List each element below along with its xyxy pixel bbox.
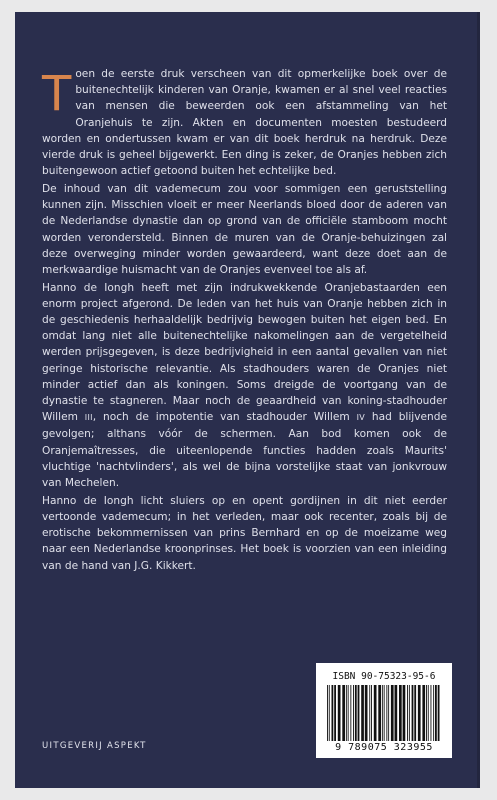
cover-edge (477, 12, 480, 788)
barcode-bar (327, 685, 328, 741)
roman-numeral-iv: IV (356, 413, 365, 423)
barcode-bar (374, 685, 377, 741)
barcode-bar (355, 685, 357, 741)
barcode-bar (358, 685, 360, 741)
barcode-bar (361, 685, 364, 741)
barcode-bar (348, 685, 349, 741)
barcode-bar (433, 685, 434, 741)
barcode-bar (382, 685, 383, 741)
barcode-bars (326, 685, 442, 741)
barcode-bar (418, 685, 421, 741)
barcode-bar (334, 685, 336, 741)
paragraph-4: Hanno de Iongh licht sluiers op en opent gordijnen in dit niet eerder vertoonde vademecum; in het verleden, maar ook recenter, zoals bij de erotische bekommernissen van prins Bernhard en op de moeizame weg naar een Nederlandse kroonprinses. Het boek is voorzien van een inleiding van de hand van J.G. Kikkert. (42, 494, 447, 572)
blurb-text (42, 66, 447, 575)
barcode-bar (350, 685, 351, 741)
barcode-bar (431, 685, 432, 741)
paragraph-1: Toen de eerste druk verscheen van dit opmerkelijke boek over de buitenechtelijk kinderen van Oranje, kwamen er al snel veel reacties van mensen die beweerden ook een afstammeling van het Oranjehuis te zijn. Akten en documenten moesten bestudeerd worden en ondertussen kwam er van dit boek herdruk na herdruk. Deze vierde druk is geheel bijgewerkt. Een ding is zeker, de Oranjes hebben zich buitengewoon actief getoond buiten het echtelijke bed. (42, 66, 447, 178)
barcode-bar (353, 685, 354, 741)
barcode-bar (438, 685, 440, 741)
barcode-bar (342, 685, 345, 741)
barcode-bar (369, 685, 370, 741)
barcode-bar (407, 685, 408, 741)
paragraph-2: De inhoud van dit vademecum zou voor sommigen een geruststelling kunnen zijn. Misschien vloeit er meer Neerlands bloed door de aderen van de Nederlandse dynastie dan op grond van de officiële stamboom mocht worden verondersteld. Binnen de muren van de Oranje-behuizingen zal deze overweging minder worden gewaardeerd, want deze doet aan de merkwaardige huismacht van de Oranjes evenveel toe als af. (42, 182, 447, 276)
barcode-bar (399, 685, 402, 741)
barcode-bar (384, 685, 385, 741)
barcode-bar (378, 685, 381, 741)
barcode-bar (391, 685, 394, 741)
barcode-digits: 9 789075 323955 (335, 742, 433, 753)
barcode-bar (414, 685, 416, 741)
barcode-label (316, 663, 452, 758)
barcode-bar (346, 685, 347, 741)
barcode-bar (386, 685, 387, 741)
barcode-bar (435, 685, 437, 741)
barcode-bar (403, 685, 406, 741)
barcode-bar (371, 685, 372, 741)
barcode-bar (426, 685, 427, 741)
barcode-bar (409, 685, 410, 741)
isbn-text: ISBN 90-75323-95-6 (332, 671, 436, 682)
barcode-bar (338, 685, 341, 741)
publisher-name: UITGEVERIJ ASPEKT (42, 741, 147, 751)
barcode-bar (365, 685, 368, 741)
barcode-bar (329, 685, 330, 741)
paragraph-3: Hanno de Iongh heeft met zijn indrukwekkende Oranjebastaarden een enorm project afgerond. De leden van het huis van Oranje hebben zich in de geschiedenis herhaaldelijk bedrijvig bewogen buiten het eigen bed. En omdat lang niet alle buitenechtelijke nakomelingen aan de vergetelheid werden prijsgegeven, is deze bedrijvigheid in een aantal gevallen van niet geringe historische relevantie. Als stadhouders waren de Oranjes niet minder actief dan als koningen. Soms dreigde de voortgang van de dynastie te stagneren. Maar noch de geaardheid van koning-stadhouder Willem III, noch de impotentie van stadhouder Willem IV had blijvende gevolgen; althans vóór de schermen. Aan bod komen ook de Oranjemaîtresses, die uiteenlopende functies hadden zoals Maurits' vluchtige 'nachtvlinders', als wel de bijna vorstelijke staat van jonkvrouw van Mechelen. (42, 281, 447, 490)
barcode-bar (395, 685, 398, 741)
barcode-bar (412, 685, 414, 741)
barcode-bar (388, 685, 389, 741)
barcode-bar (428, 685, 429, 741)
barcode-bar (332, 685, 334, 741)
barcode-bar (422, 685, 425, 741)
drop-cap: T (42, 66, 72, 122)
roman-numeral-iii: III (84, 413, 93, 423)
